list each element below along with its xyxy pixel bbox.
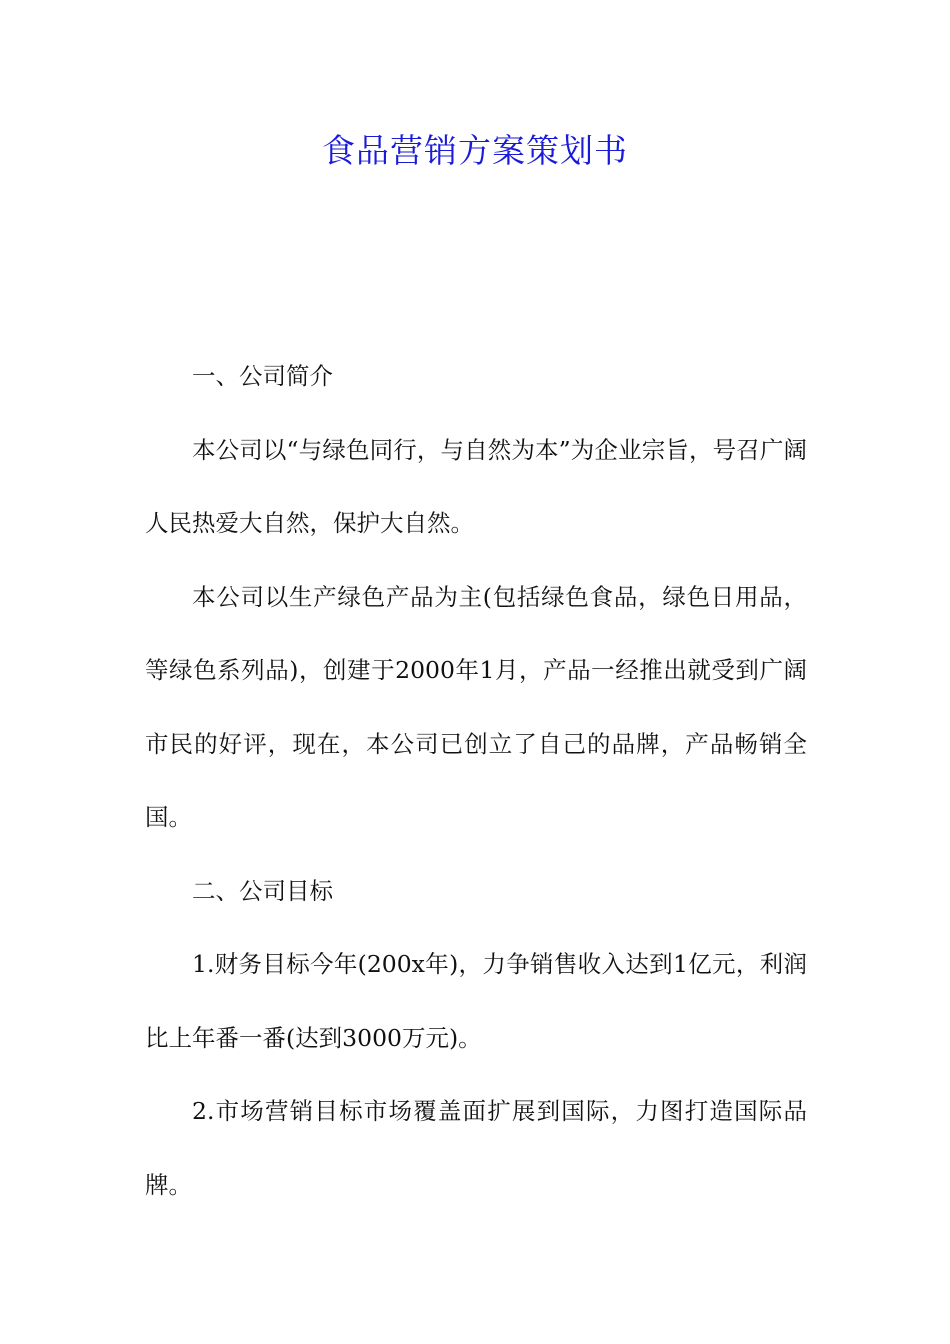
section-heading-company-goals: 二、公司目标 xyxy=(192,876,333,905)
paragraph-company-mission: 本公司以“与绿色同行，与自然为本”为企业宗旨，号召广阔人民热爱大自然，保护大自然。 xyxy=(145,435,807,537)
paragraph-marketing-goal: 2.市场营销目标市场覆盖面扩展到国际，力图打造国际品牌。 xyxy=(145,1097,807,1199)
document-title: 食品营销方案策划书 xyxy=(322,131,628,170)
paragraph-company-products: 本公司以生产绿色产品为主(包括绿色食品，绿色日用品，等绿色系列品)，创建于2000年1月，产品一经推出就受到广阔市民的好评，现在，本公司已创立了自己的品牌，产品畅销全国。 xyxy=(145,582,807,831)
section-heading-company-intro: 一、公司简介 xyxy=(192,362,333,390)
document-body xyxy=(145,340,807,1222)
paragraph-financial-goal: 1.财务目标今年(200x年)，力争销售收入达到1亿元，利润比上年番一番(达到3000万元)。 xyxy=(145,950,807,1052)
